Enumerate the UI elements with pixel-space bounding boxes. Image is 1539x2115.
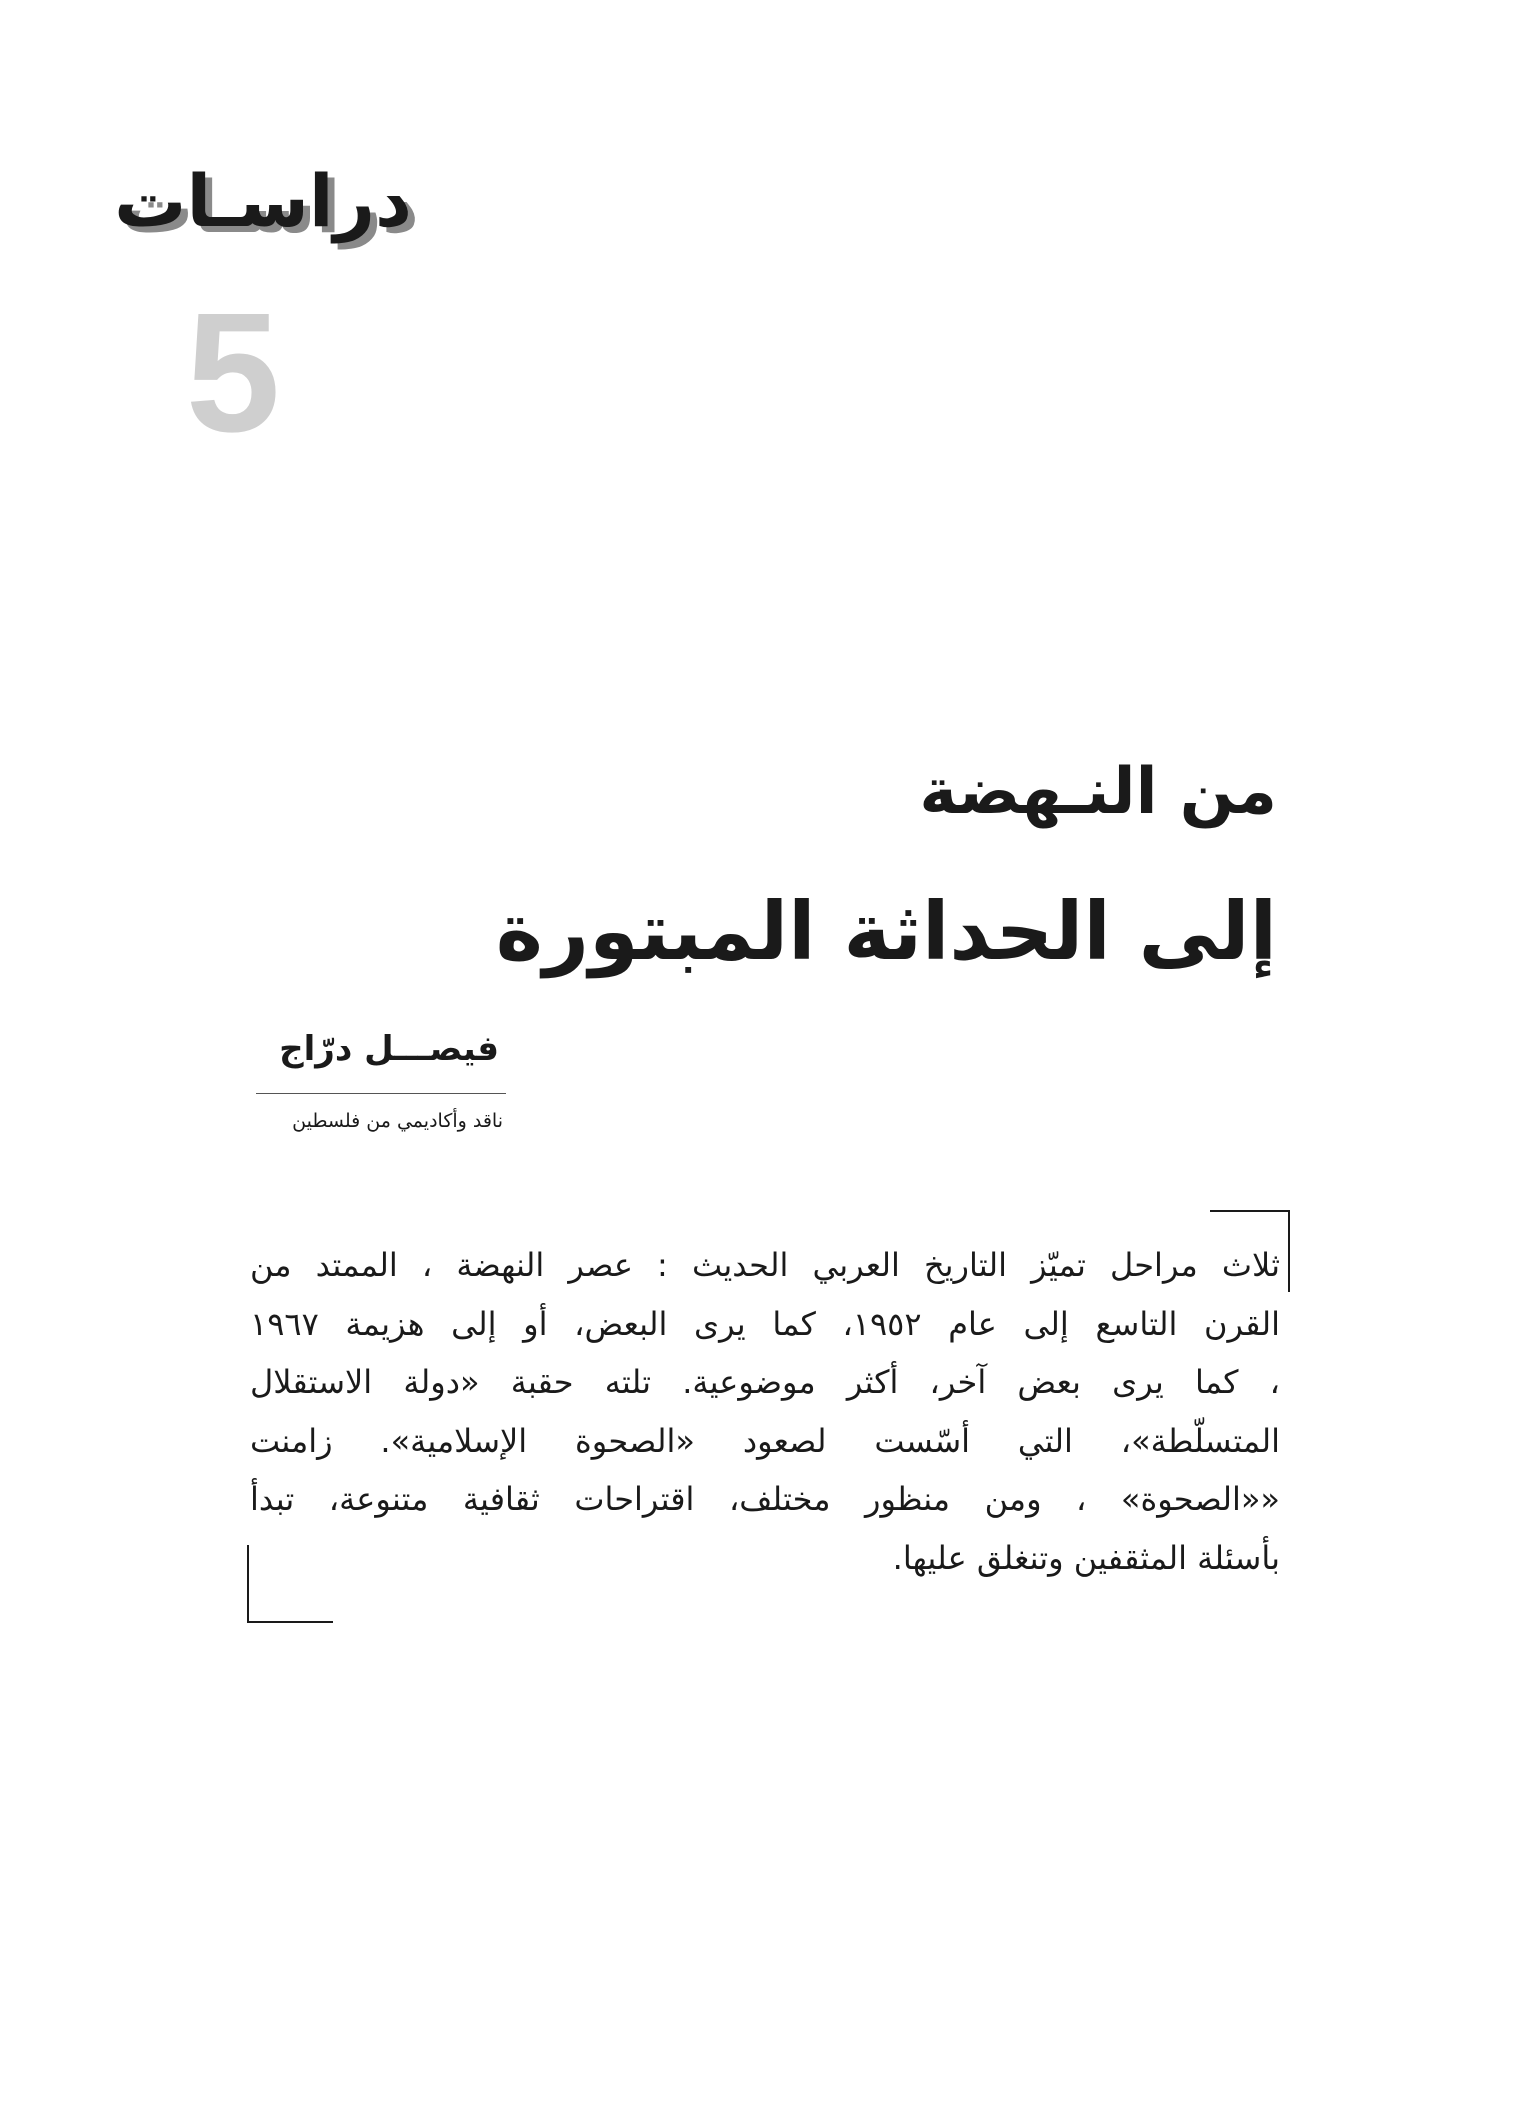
abstract-line: المتسلّطة»، التي أسّست لصعود «الصحوة الإسلامية». زامنت: [250, 1421, 1280, 1460]
article-title-line-2: إلى الحداثة المبتورة: [495, 885, 1277, 978]
abstract: [250, 1236, 1280, 1587]
author-divider: [256, 1093, 506, 1094]
author-name: فيصـــل درّاج: [279, 1029, 499, 1069]
abstract-line: ««الصحوة» ، ومن منظور مختلف، اقتراحات ثقافية متنوعة، تبدأ: [250, 1480, 1280, 1518]
abstract-line: بأسئلة المثقفين وتنغلق عليها.: [892, 1538, 1280, 1577]
article-title-line-1: من النـهضة: [919, 755, 1277, 829]
abstract-line: ثلاث مراحل تميّز التاريخ العربي الحديث : عصر النهضة ، الممتد من: [250, 1246, 1280, 1284]
section-number: 5: [185, 278, 281, 468]
abstract-line: القرن التاسع إلى عام ١٩٥٢، كما يرى البعض، أو إلى هزيمة ١٩٦٧: [250, 1304, 1280, 1343]
abstract-line: ، كما يرى بعض آخر، أكثر موضوعية. تلته حقبة «دولة الاستقلال: [250, 1363, 1280, 1401]
author-bio: ناقد وأكاديمي من فلسطين: [292, 1110, 503, 1132]
section-label: دراسـات: [114, 159, 412, 243]
